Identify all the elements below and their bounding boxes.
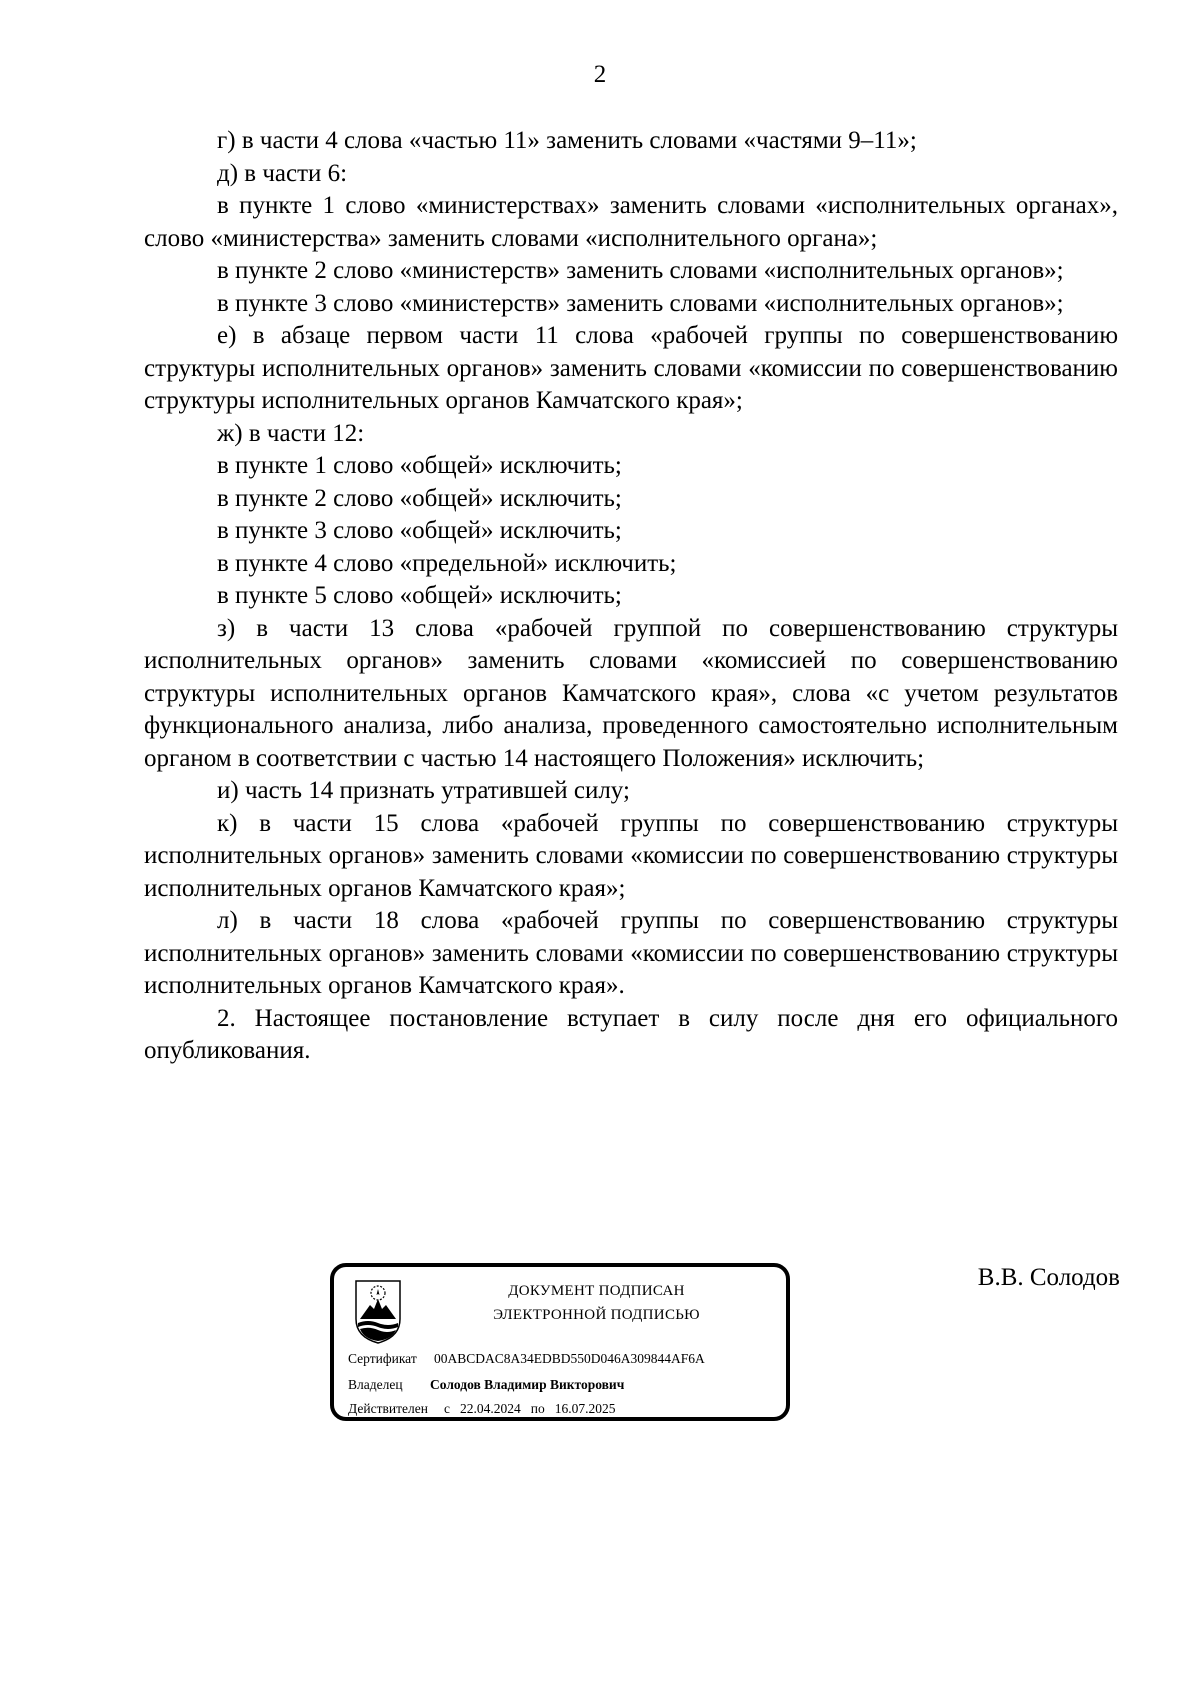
paragraph-zh: ж) в части 12:	[217, 419, 365, 447]
paragraph-zh-item-3: в пункте 3 слово «общей» исключить;	[217, 517, 622, 544]
paragraph-2: 2. Настоящее постановление вступает в силу после дня его официального опубликования.	[144, 1004, 1118, 1064]
paragraph-d-item-1: в пункте 1 слово «министерствах» заменить словами «исполнительных органах», слово «министерства» заменить словами «исполнительного органа»;	[144, 192, 1118, 252]
paragraph-d: д) в части 6:	[217, 159, 348, 187]
paragraph-d-item-3: в пункте 3 слово «министерств» заменить словами «исполнительных органов»;	[217, 289, 1064, 317]
owner-value: Солодов Владимир Викторович	[430, 1377, 625, 1392]
paragraph-zh-item-1: в пункте 1 слово «общей» исключить;	[217, 452, 622, 479]
page-number: 2	[593, 61, 607, 88]
valid-from-prefix: с	[444, 1401, 450, 1416]
paragraph-g: г) в части 4 слова «частью 11» заменить словами «частями 9–11»;	[217, 127, 917, 154]
valid-label: Действителен	[348, 1401, 428, 1416]
valid-to: 16.07.2025	[554, 1401, 616, 1416]
paragraph-k: к) в части 15 слова «рабочей группы по совершенствованию структуры исполнительных органов» заменить словами «комиссии по совершенствованию структуры исполнительных органов Камчатского края»;	[144, 809, 1118, 902]
paragraph-zh-item-4: в пункте 4 слово «предельной» исключить;	[217, 549, 677, 577]
paragraph-l: л) в части 18 слова «рабочей группы по совершенствованию структуры исполнительных органов» заменить словами «комиссии по совершенствованию структуры исполнительных органов Камчатского края».	[144, 907, 1118, 999]
stamp-title	[414, 1279, 779, 1327]
stamp-certificate-row	[348, 1350, 705, 1368]
stamp-title-line-1: ДОКУМЕНТ ПОДПИСАН	[508, 1283, 685, 1299]
stamp-owner-row	[348, 1376, 624, 1394]
signer-name: В.В. Солодов	[977, 1264, 1120, 1291]
stamp-validity-row	[348, 1400, 615, 1418]
paragraph-d-item-2: в пункте 2 слово «министерств» заменить словами «исполнительных органов»;	[217, 257, 1064, 284]
electronic-signature-stamp	[330, 1263, 790, 1421]
paragraph-zh-item-5: в пункте 5 слово «общей» исключить;	[217, 582, 622, 609]
paragraph-e: е) в абзаце первом части 11 слова «рабочей группы по совершенствованию структуры исполнительных органов» заменить словами «комиссии по совершенствованию структуры исполнительных органов Камчатского края»;	[144, 322, 1118, 414]
paragraph-i: и) часть 14 признать утратившей силу;	[217, 777, 630, 804]
owner-label: Владелец	[348, 1377, 403, 1392]
stamp-title-line-2: ЭЛЕКТРОННОЙ ПОДПИСЬЮ	[493, 1307, 700, 1323]
document-body	[144, 125, 1118, 1068]
kamchatka-emblem-icon	[352, 1279, 404, 1345]
paragraph-zh-item-2: в пункте 2 слово «общей» исключить;	[217, 484, 622, 512]
certificate-value: 00ABCDAC8A34EDBD550D046A309844AF6A	[434, 1351, 705, 1366]
valid-from: 22.04.2024	[460, 1401, 521, 1416]
certificate-label: Сертификат	[348, 1351, 417, 1366]
paragraph-z: з) в части 13 слова «рабочей группой по совершенствованию структуры исполнительных органов» заменить словами «комиссией по совершенствованию структуры исполнительных органов Камчатского края», слова «с учетом результатов функционального анализа, либо анализа, проведенного самостоятельно исполнительным органом в соответствии с частью 14 настоящего Положения» исключить;	[144, 614, 1118, 772]
valid-to-prefix: по	[530, 1401, 545, 1416]
